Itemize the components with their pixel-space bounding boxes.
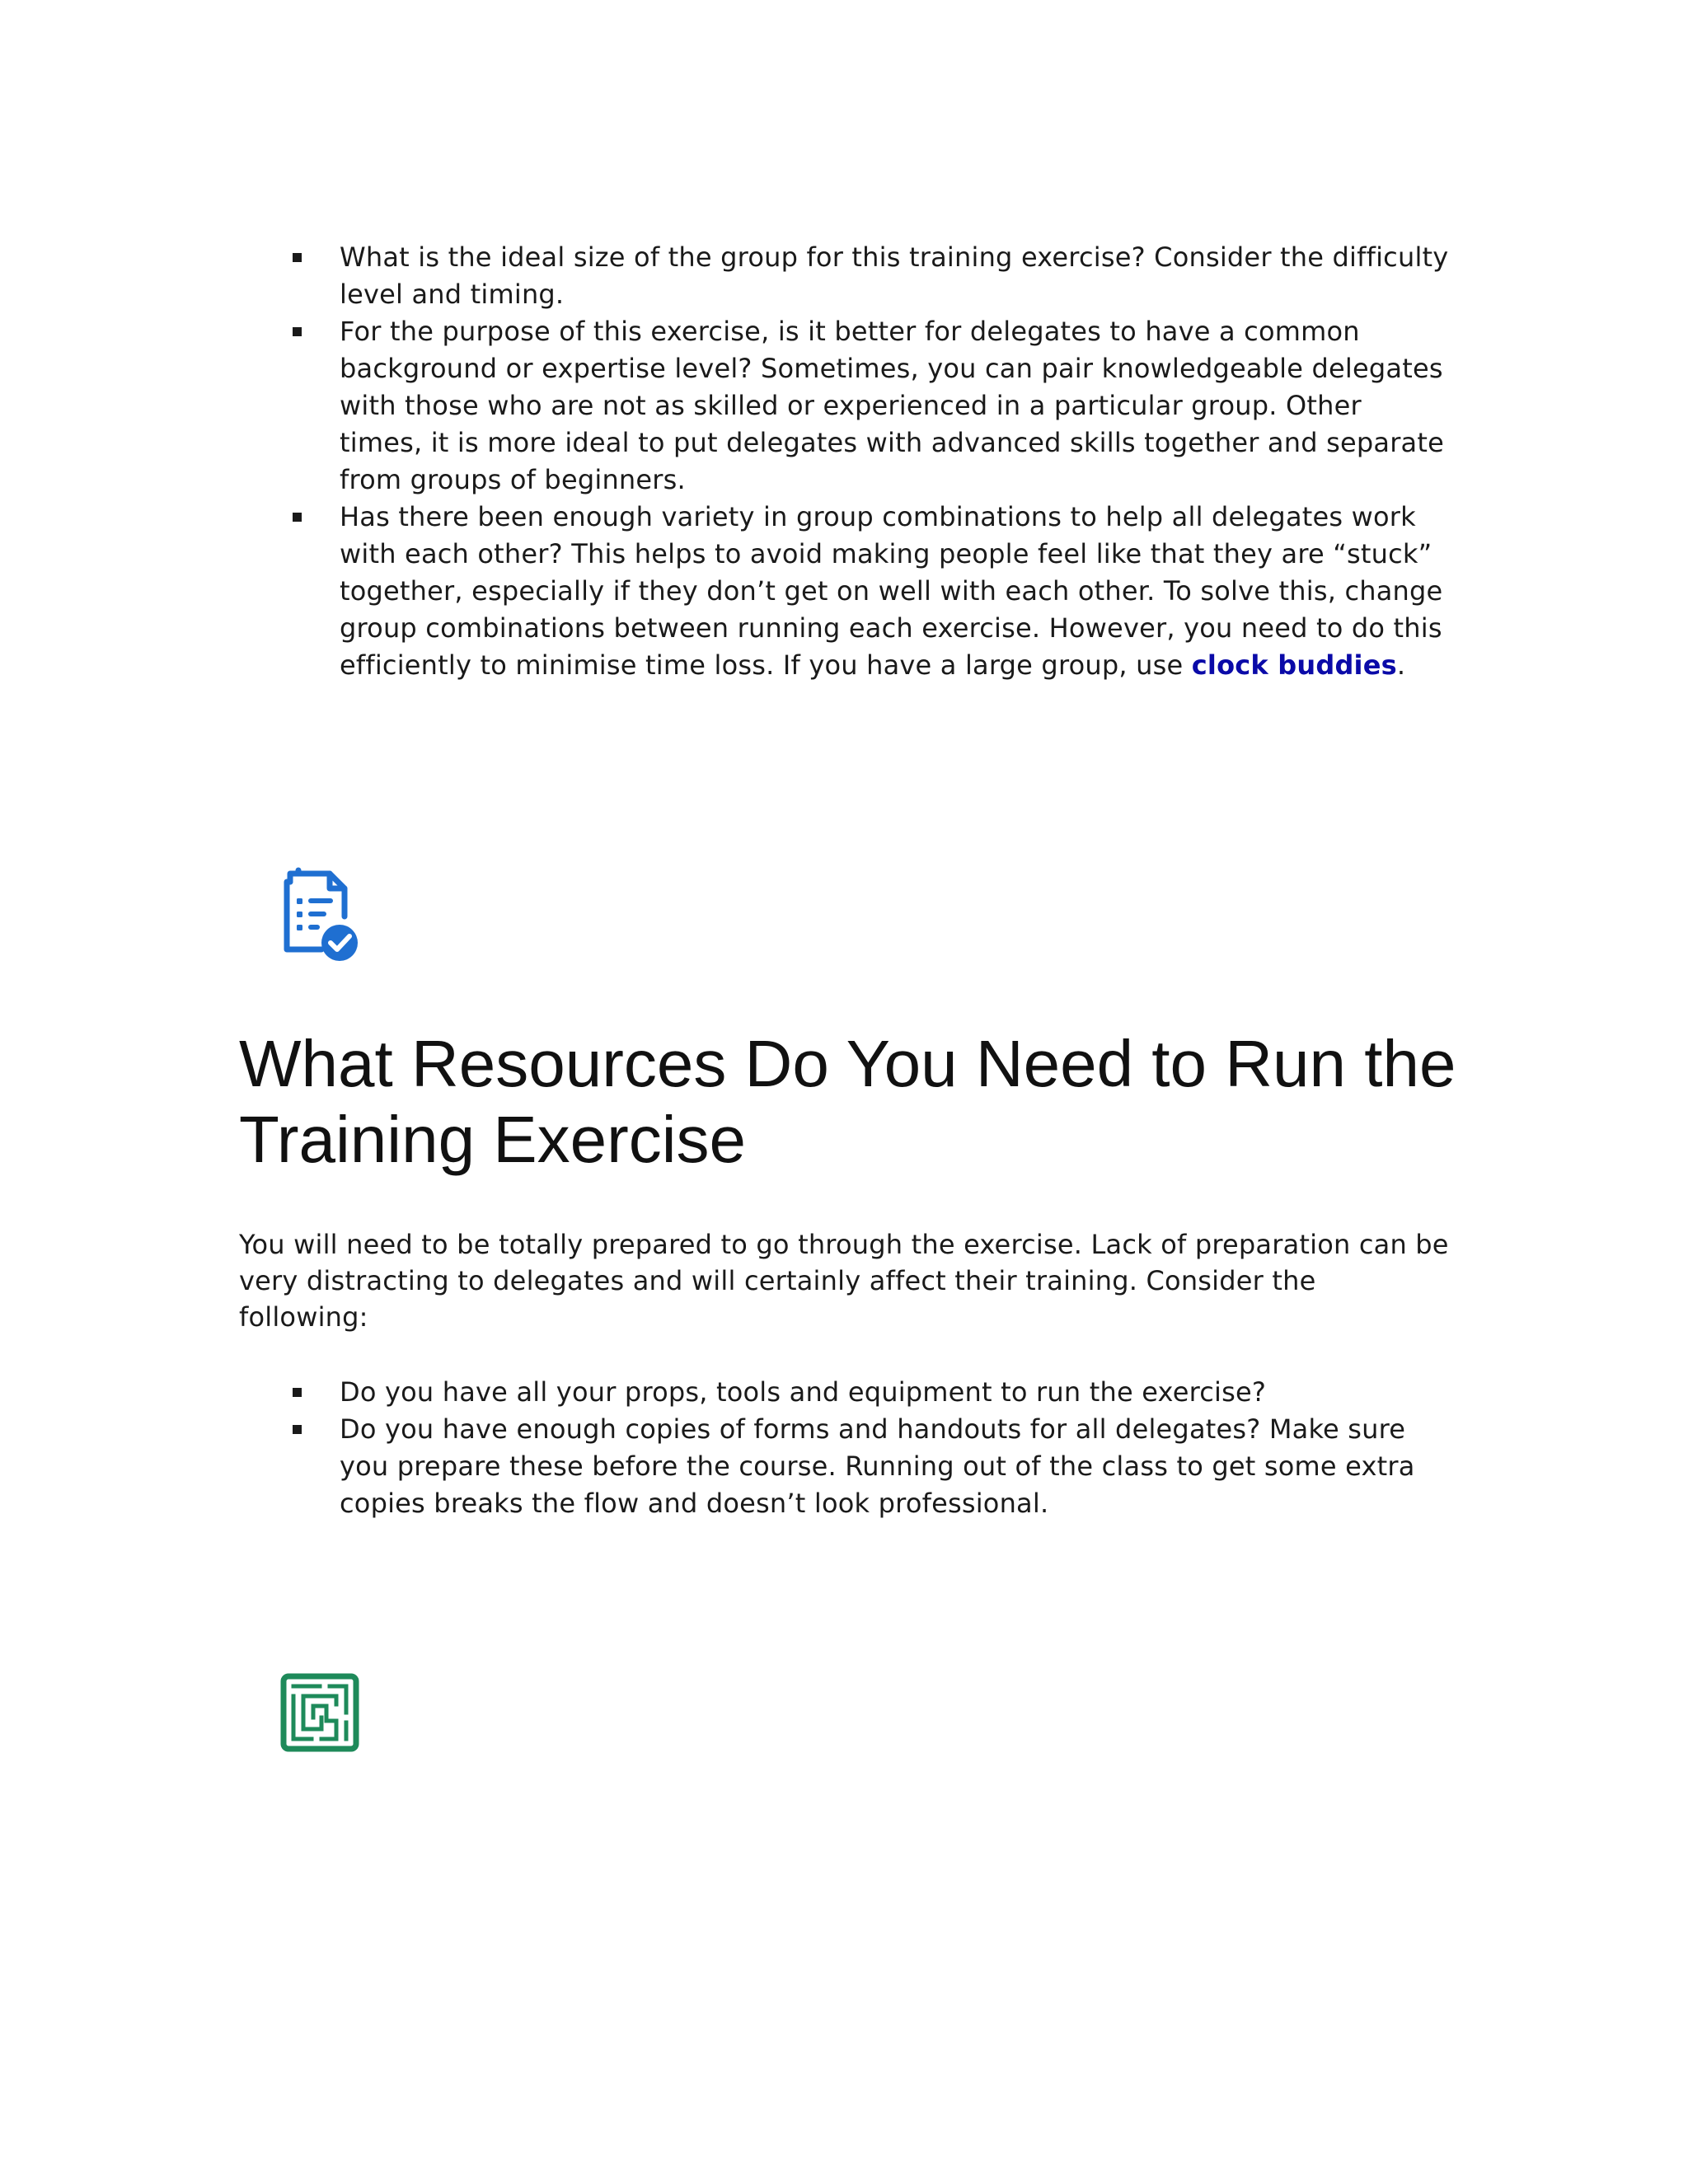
maze-icon: [279, 1671, 361, 1754]
list-item: [0, 239, 1688, 313]
list-item-text: Do you have enough copies of forms and handouts for all delegates? Make sure you prepare these before the course. Running out of the class to get some extra copies breaks the flow and doesn’t look professional.: [340, 1413, 1415, 1519]
intro-paragraph: You will need to be totally prepared to go through the exercise. Lack of preparation can be very distracting to delegates and will certainly affect their training. Consider the following:: [239, 1229, 1449, 1333]
list-item: [0, 499, 1688, 684]
bullet-marker: [293, 1425, 302, 1434]
bullet-marker: [293, 1388, 302, 1397]
bullet-marker: [293, 513, 302, 522]
bullet-marker: [293, 327, 302, 336]
list-item: [0, 1374, 1688, 1411]
checklist-document-icon: [279, 867, 361, 964]
resources-list: [0, 1374, 1688, 1522]
list-item: [0, 1411, 1688, 1522]
list-item-text: Do you have all your props, tools and equipment to run the exercise?: [340, 1376, 1267, 1408]
list-item-text: For the purpose of this exercise, is it better for delegates to have a common background or expertise level? Sometimes, you can pair knowledgeable delegates with those who are not as skilled or experienced in a particular group. Other times, it is more ideal to put delegates with advanced skills together and separate from groups of beginners.: [340, 316, 1444, 495]
section-heading: What Resources Do You Need to Run the Training Exercise: [239, 1027, 1456, 1176]
list-item: [0, 313, 1688, 499]
list-item-text: Has there been enough variety in group combinations to help all delegates work with each other? This helps to avoid making people feel like that they are “stuck” together, especially if they don’t get on well with each other. To solve this, change group combinations between running each exercise. However, you need to do this efficiently to minimise time loss. If you have a large group, use: [340, 501, 1443, 681]
list-item-text: What is the ideal size of the group for this training exercise? Consider the difficulty level and timing.: [340, 241, 1449, 310]
group-considerations-list: [0, 239, 1688, 684]
bullet-marker: [293, 253, 302, 262]
list-item-text-end: .: [1396, 649, 1406, 681]
clock-buddies-link[interactable]: clock buddies: [1191, 649, 1397, 681]
